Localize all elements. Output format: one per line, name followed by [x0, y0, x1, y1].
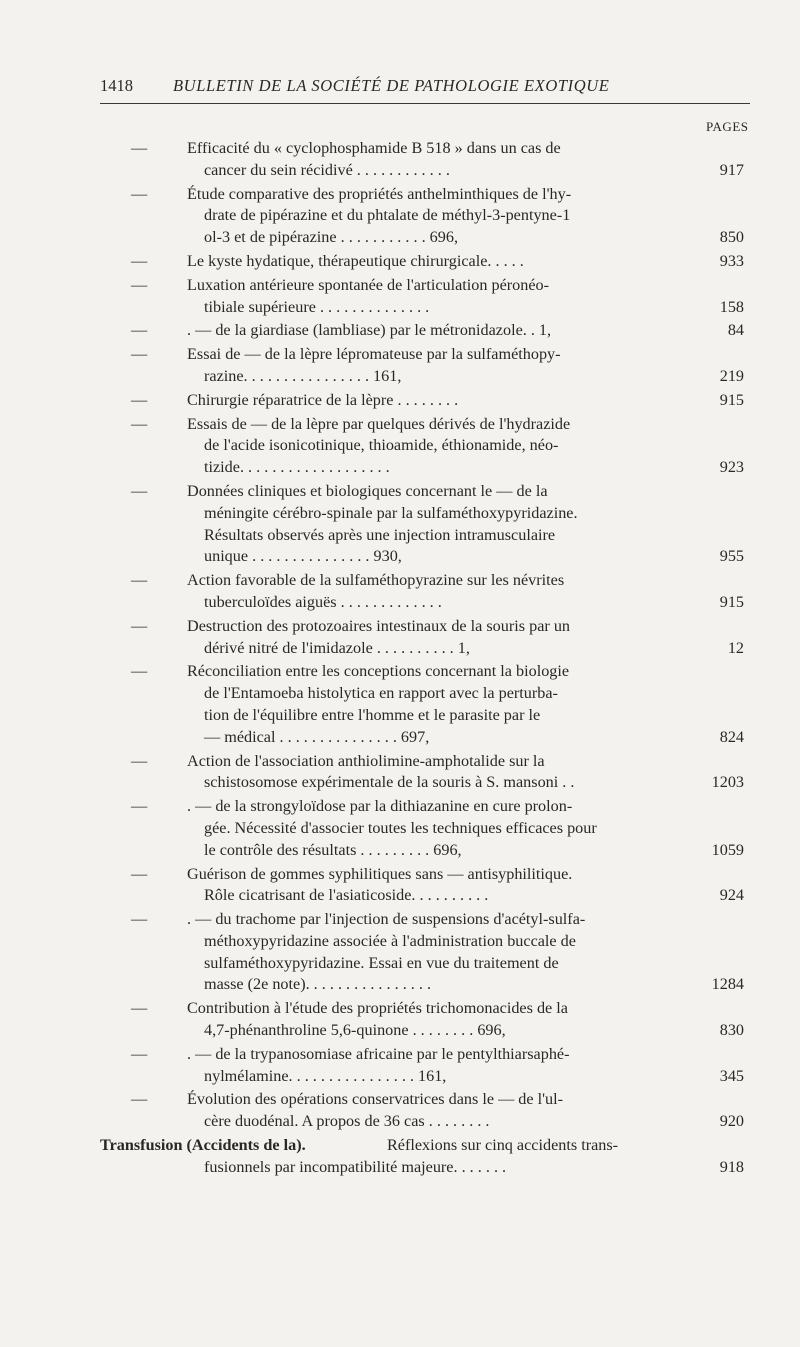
- entry-dash: —: [131, 345, 148, 364]
- entry-pages: 1059: [711, 840, 744, 859]
- entry-line: sulfaméthoxypyridazine. Essai en vue du traitement de: [204, 953, 559, 972]
- entry-line: Guérison de gommes syphilitiques sans — antisyphilitique.: [187, 864, 573, 883]
- entry-line: de l'Entamoeba histolytica en rapport avec la perturba-: [204, 684, 558, 703]
- entry-line: masse (2e note). . . . . . . . . . . . . . . .: [204, 975, 432, 994]
- entry-text: [187, 998, 680, 1042]
- entry-text: [187, 275, 680, 319]
- entry-line: Rôle cicatrisant de l'asiaticoside. . . . . . . . . .: [204, 886, 489, 905]
- entry-dash: —: [131, 139, 148, 157]
- index-entry: [0, 796, 800, 861]
- entry-line: razine. . . . . . . . . . . . . . . . 161,: [204, 366, 402, 385]
- entry-pages: 924: [719, 886, 744, 905]
- entry-line: fusionnels par incompatibilité majeure. . . . . . .: [204, 1157, 507, 1176]
- index-entry: [0, 275, 800, 319]
- entry-line: Données cliniques et biologiques concernant le — de la: [187, 481, 548, 500]
- entry-dash: —: [131, 662, 148, 681]
- entry-text: [187, 481, 680, 568]
- entry-dash: —: [131, 751, 148, 770]
- entry-line: tion de l'équilibre entre l'homme et le parasite par le: [204, 705, 541, 724]
- index-entry: [0, 570, 800, 614]
- entry-dash: —: [131, 321, 148, 340]
- entry-line: schistosomose expérimentale de la souris à S. mansoni . .: [204, 773, 575, 792]
- entry-line: nylmélamine. . . . . . . . . . . . . . . . 161,: [204, 1066, 447, 1085]
- entry-line: . — de la trypanosomiase africaine par le pentylthiarsaphé-: [187, 1044, 570, 1063]
- index-entry: [0, 751, 800, 795]
- entry-pages: 915: [719, 390, 744, 409]
- entry-text: [187, 414, 680, 479]
- entry-text: [187, 184, 680, 249]
- entry-text: [187, 344, 680, 388]
- entry-line: . — du trachome par l'injection de suspensions d'acétyl-sulfa-: [187, 910, 586, 929]
- index-entry: [0, 864, 800, 908]
- entry-pages: 219: [719, 366, 744, 385]
- entry-line: Chirurgie réparatrice de la lèpre . . . . . . . .: [187, 390, 459, 409]
- entry-text: [187, 1089, 680, 1133]
- entry-text: [187, 138, 680, 182]
- index-entry: [0, 1044, 800, 1088]
- index-entry: [0, 481, 800, 568]
- entry-line: Essai de — de la lèpre lépromateuse par la sulfaméthopy-: [187, 345, 561, 364]
- index-entry: [0, 998, 800, 1042]
- entry-pages: 915: [719, 592, 744, 611]
- entry-dash: —: [131, 864, 148, 883]
- pages-column-label: PAGES: [706, 119, 749, 134]
- entry-text: [187, 751, 680, 795]
- entry-line: Action de l'association anthiolimine-amphotalide sur la: [187, 751, 545, 770]
- entry-pages: 1284: [711, 975, 744, 994]
- entry-line: méthoxypyridazine associée à l'administration buccale de: [204, 931, 576, 950]
- journal-title: BULLETIN DE LA SOCIÉTÉ DE PATHOLOGIE EXOTIQUE: [173, 76, 610, 95]
- entry-line: Réflexions sur cinq accidents trans-: [387, 1136, 619, 1155]
- entry-dash: —: [131, 390, 148, 409]
- entry-line: tizide. . . . . . . . . . . . . . . . . . .: [204, 458, 390, 477]
- entry-text: [187, 909, 680, 996]
- entry-line: gée. Nécessité d'associer toutes les techniques efficaces pour: [204, 818, 597, 837]
- entry-dash: —: [131, 414, 148, 433]
- entry-text: [187, 864, 680, 908]
- page-number: 1418: [100, 76, 133, 95]
- index-entry: [0, 909, 800, 996]
- entry-text: [187, 251, 680, 273]
- entry-dash: —: [131, 616, 148, 635]
- entry-pages: 345: [719, 1066, 744, 1085]
- index-entries: [0, 138, 800, 1181]
- index-entry-transfusion: [0, 1135, 800, 1179]
- entry-pages: 933: [719, 251, 744, 270]
- index-entry: [0, 251, 800, 273]
- entry-text: [187, 796, 680, 861]
- entry-headword: Transfusion (Accidents de la).: [100, 1136, 306, 1155]
- entry-pages: 830: [719, 1021, 744, 1040]
- entry-line: cancer du sein récidivé . . . . . . . . . . . .: [204, 160, 450, 179]
- entry-pages: 918: [719, 1157, 744, 1176]
- entry-line: le contrôle des résultats . . . . . . . . . 696,: [204, 840, 462, 859]
- entry-line: 4,7-phénanthroline 5,6-quinone . . . . . . . . 696,: [204, 1021, 506, 1040]
- header-rule: [100, 103, 750, 104]
- index-entry: [0, 138, 800, 182]
- entry-line: cère duodénal. A propos de 36 cas . . . . . . . .: [204, 1112, 490, 1131]
- entry-line: Évolution des opérations conservatrices dans le — de l'ul-: [187, 1090, 564, 1109]
- entry-line: — médical . . . . . . . . . . . . . . . 697,: [204, 727, 430, 746]
- entry-pages: 12: [727, 638, 744, 657]
- entry-line: ol-3 et de pipérazine . . . . . . . . . . . 696,: [204, 228, 458, 247]
- entry-dash: —: [131, 571, 148, 590]
- entry-line: Résultats observés après une injection intramusculaire: [204, 525, 556, 544]
- entry-text: [187, 661, 680, 748]
- entry-line: Le kyste hydatique, thérapeutique chirurgicale. . . . .: [187, 251, 524, 270]
- index-entry: [0, 1089, 800, 1133]
- index-entry: [0, 616, 800, 660]
- entry-text: [187, 1044, 680, 1088]
- entry-dash: —: [131, 275, 148, 294]
- entry-line: . — de la giardiase (lambliase) par le métronidazole. . 1,: [187, 321, 552, 340]
- entry-line: Destruction des protozoaires intestinaux de la souris par un: [187, 616, 571, 635]
- entry-line: Efficacité du « cyclophosphamide B 518 » dans un cas de: [187, 139, 561, 157]
- entry-pages: 850: [719, 228, 744, 247]
- entry-dash: —: [131, 251, 148, 270]
- entry-pages: 923: [719, 458, 744, 477]
- entry-text: [187, 570, 680, 614]
- entry-text: [187, 390, 680, 412]
- entry-dash: —: [131, 910, 148, 929]
- entry-text: [187, 320, 680, 342]
- entry-dash: —: [131, 999, 148, 1018]
- entry-line: dérivé nitré de l'imidazole . . . . . . . . . . 1,: [204, 638, 470, 657]
- index-entry: [0, 320, 800, 342]
- entry-line: Luxation antérieure spontanée de l'articulation péronéo-: [187, 275, 550, 294]
- entry-line: tuberculoïdes aiguës . . . . . . . . . . . . .: [204, 592, 442, 611]
- entry-pages: 84: [727, 321, 744, 340]
- entry-line: méningite cérébro-spinale par la sulfaméthoxypyridazine.: [204, 503, 578, 522]
- index-entry: [0, 390, 800, 412]
- entry-line: de l'acide isonicotinique, thioamide, éthionamide, néo-: [204, 436, 559, 455]
- page-header: [100, 76, 750, 100]
- entry-pages: 1203: [711, 773, 744, 792]
- entry-dash: —: [131, 184, 148, 203]
- entry-pages: 955: [719, 547, 744, 566]
- index-entry: [0, 414, 800, 479]
- entry-dash: —: [131, 1044, 148, 1063]
- entry-line: Essais de — de la lèpre par quelques dérivés de l'hydrazide: [187, 414, 571, 433]
- entry-dash: —: [131, 797, 148, 816]
- entry-pages: 824: [719, 727, 744, 746]
- entry-line: unique . . . . . . . . . . . . . . . 930,: [204, 547, 402, 566]
- entry-line: tibiale supérieure . . . . . . . . . . . . . .: [204, 297, 430, 316]
- entry-line: drate de pipérazine et du phtalate de méthyl-3-pentyne-1: [204, 206, 571, 225]
- index-entry: [0, 344, 800, 388]
- entry-line: . — de la strongyloïdose par la dithiazanine en cure prolon-: [187, 797, 573, 816]
- entry-text: [187, 616, 680, 660]
- index-entry: [0, 184, 800, 249]
- entry-dash: —: [131, 1090, 148, 1109]
- entry-dash: —: [131, 481, 148, 500]
- entry-pages: 920: [719, 1112, 744, 1131]
- entry-line: Étude comparative des propriétés anthelminthiques de l'hy-: [187, 184, 572, 203]
- entry-pages: 158: [719, 297, 744, 316]
- entry-line: Contribution à l'étude des propriétés trichomonacides de la: [187, 999, 568, 1018]
- entry-line: Action favorable de la sulfaméthopyrazine sur les névrites: [187, 571, 565, 590]
- entry-line: Réconciliation entre les conceptions concernant la biologie: [187, 662, 570, 681]
- entry-pages: 917: [719, 160, 744, 179]
- index-entry: [0, 661, 800, 748]
